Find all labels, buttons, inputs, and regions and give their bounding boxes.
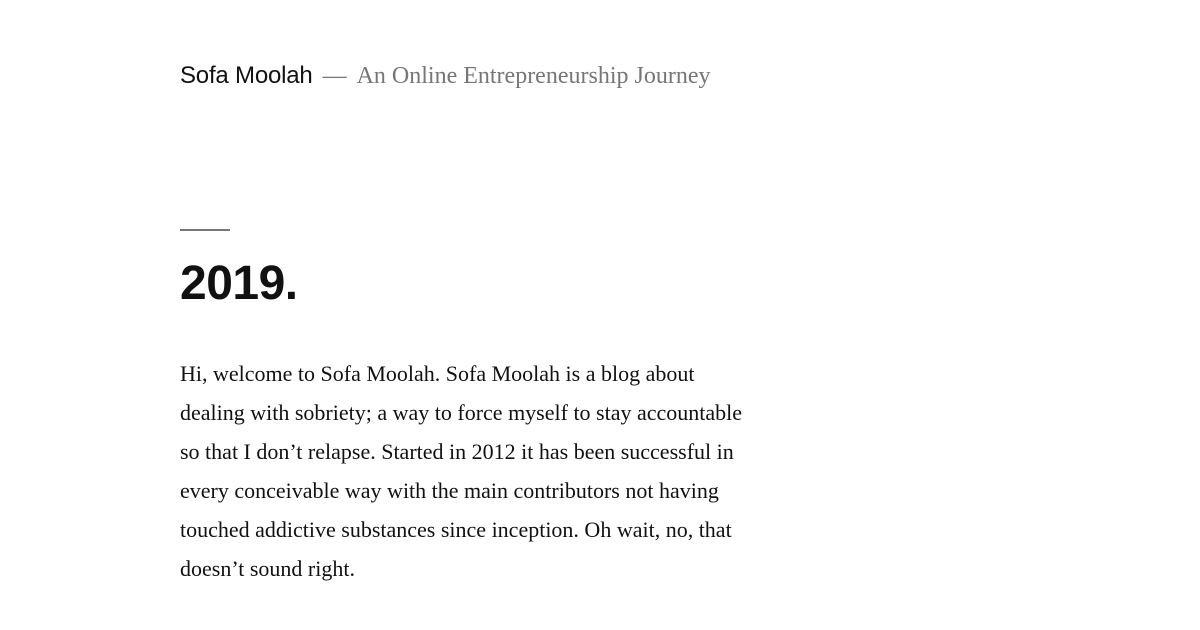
post-body: Hi, welcome to Sofa Moolah. Sofa Moolah is a blog about dealing with sobriety; a way to force myself to stay accountable so that I don’t relapse. Started in 2012 it has been successful in every conceivable way with the main contributors not having touched addictive substances since inception. Oh wait, no, that doesn’t sound right. (180, 361, 743, 581)
title-separator: — (322, 63, 347, 89)
site-tagline: An Online Entrepreneurship Journey (356, 63, 711, 89)
site-header (180, 62, 710, 90)
title-divider (180, 229, 230, 231)
post-title: 2019. (180, 257, 298, 310)
site-title-link[interactable]: Sofa Moolah (180, 62, 313, 89)
